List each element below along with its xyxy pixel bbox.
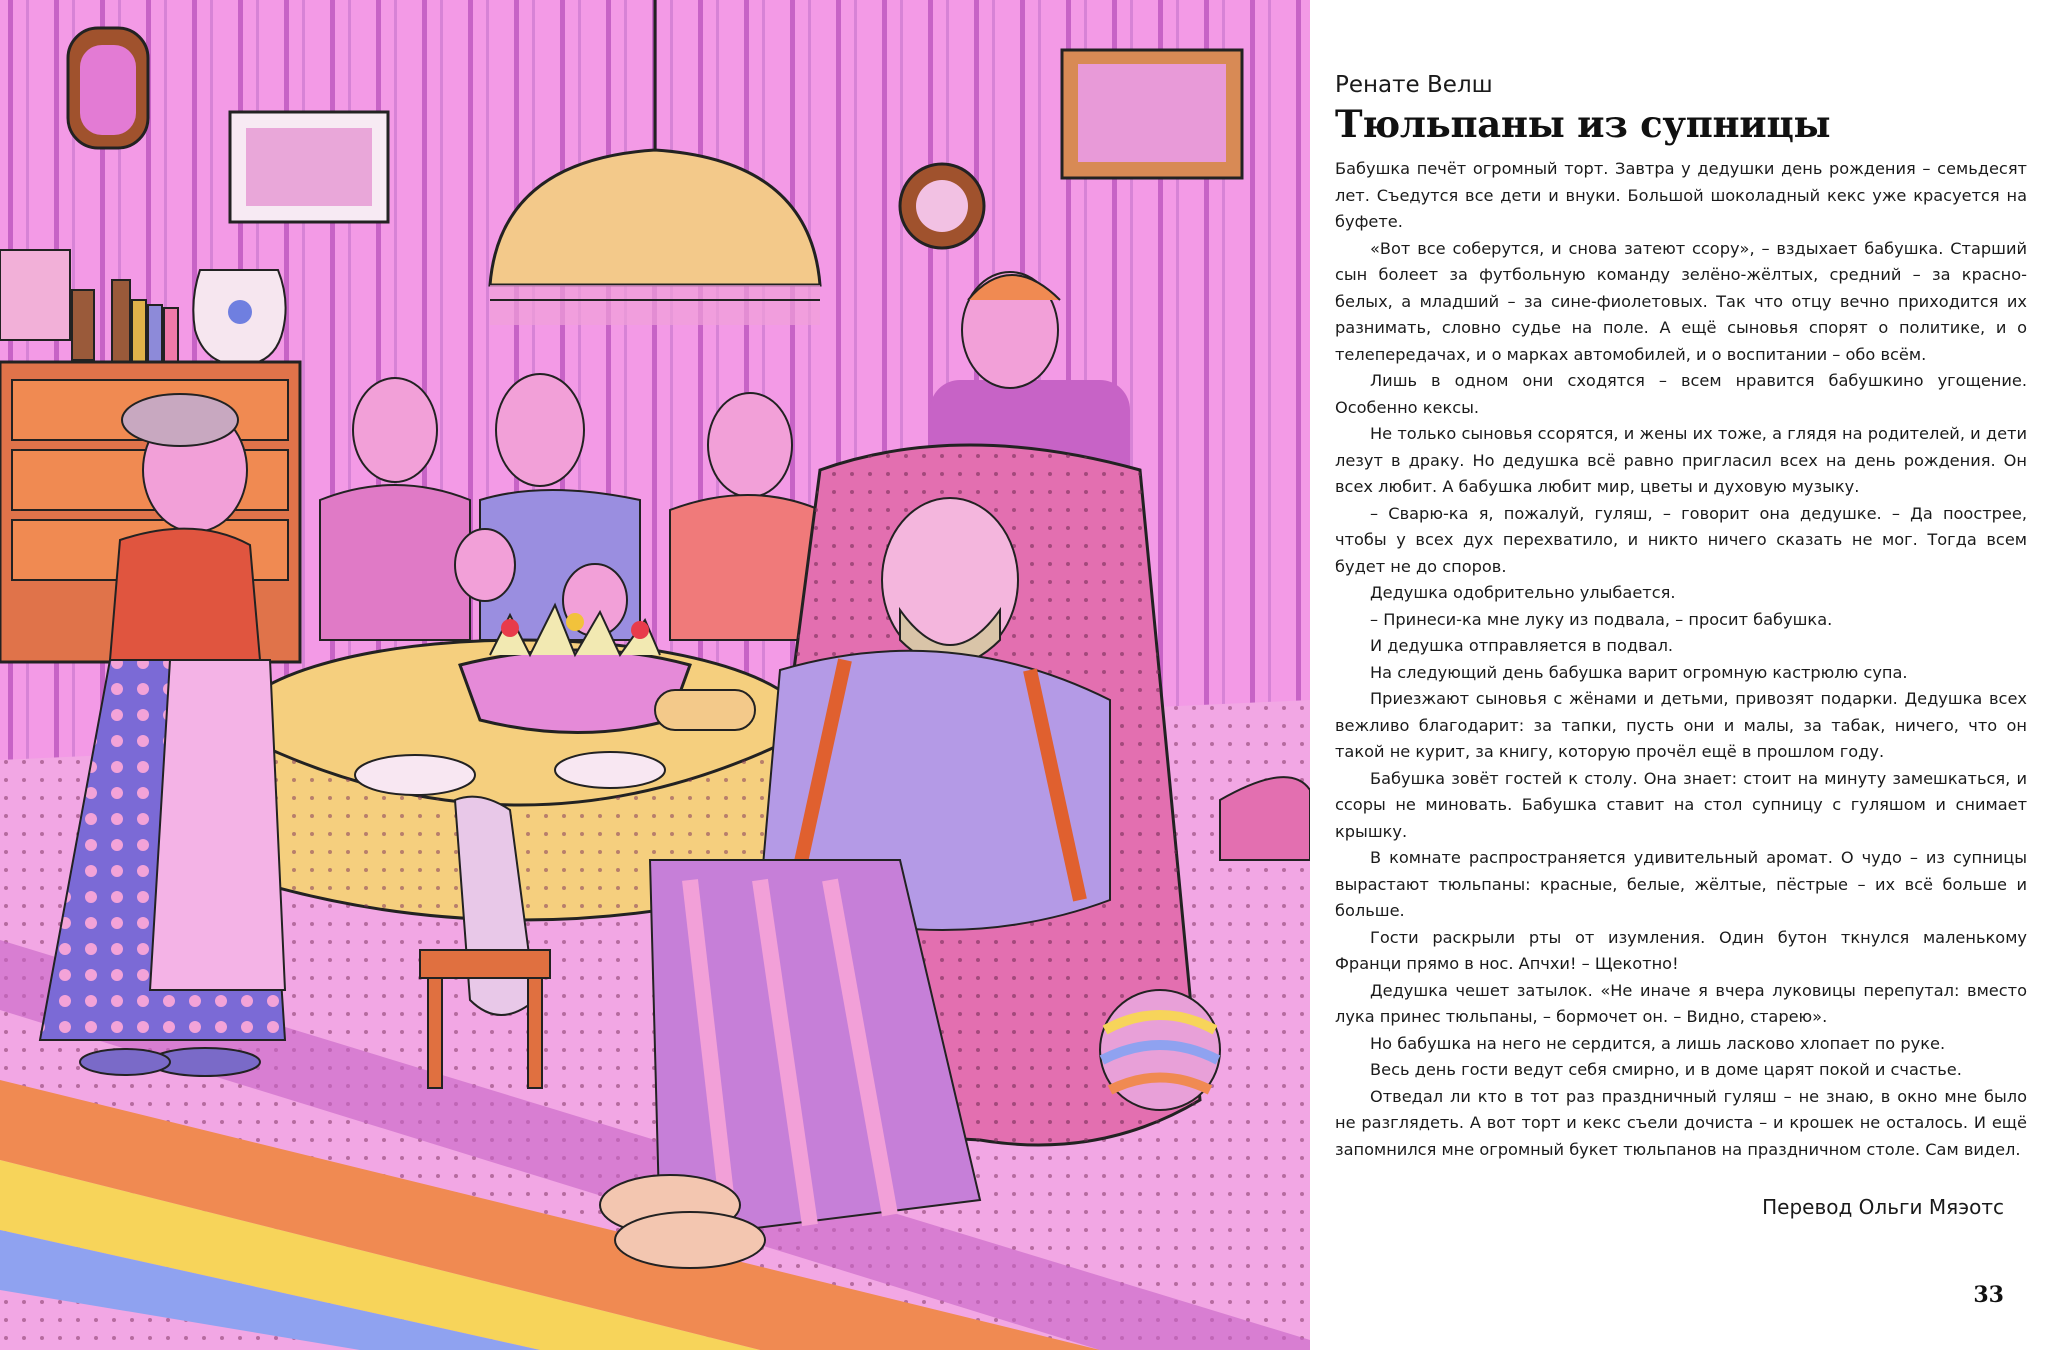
story-paragraph: Весь день гости ведут себя смирно, и в доме царят покой и счастье. (1370, 1060, 1962, 1079)
story-paragraph: Но бабушка на него не сердится, а лишь ласково хлопает по руке. (1370, 1033, 1946, 1053)
story-paragraph: Бабушка печёт огромный торт. Завтра у дедушки день рождения – семьдесят лет. Съедутся все дети и внуки. Большой шоколадный кекс уже красуется на буфете. (1335, 159, 2027, 231)
text-page (1310, 0, 2048, 1350)
story-paragraph: Гости раскрыли рты от изумления. Один бутон ткнулся маленькому Франци прямо в нос. Апчхи! – Щекотно! (1335, 927, 2027, 973)
page-number: 33 (1973, 1282, 2004, 1308)
story-paragraph: Приезжают сыновья с жёнами и детьми, привозят подарки. Дедушка всех вежливо благодарит: за тапки, пусть они и малы, за табак, ничего, что он такой не курит, за книгу, которую прочёл ещё в прошлом году. (1335, 689, 2027, 761)
story-paragraph: На следующий день бабушка варит огромную кастрюлю супа. (1370, 662, 1908, 682)
story-paragraph: Дедушка чешет затылок. «Не иначе я вчера луковицы перепутал: вместо лука принес тюльпаны, – бормочет он. – Видно, старею». (1335, 980, 2027, 1026)
story-paragraph: «Вот все соберутся, и снова затеют ссору», – вздыхает бабушка. Старший сын болеет за футбольную команду зелёно-жёлтых, средний – за красно-белых, а младший – за сине-фиолетовых. Так что отцу вечно приходится их разнимать, словно судье на поле. А ещё сыновья спорят о политике, и о телепередачах, и о марках автомобилей, и о воспитании – обо всём. (1335, 238, 2027, 364)
translator-credit: Перевод Ольги Мяэотс (1762, 1195, 2004, 1219)
story-paragraph: Дедушка одобрительно улыбается. (1370, 583, 1676, 602)
story-body (1335, 156, 2027, 1163)
story-paragraph: Бабушка зовёт гостей к столу. Она знает: стоит на минуту замешкаться, и ссоры не миновать. Бабушка ставит на стол супницу с гуляшом и снимает крышку. (1335, 768, 2027, 841)
story-paragraph: – Сварю-ка я, пожалуй, гуляш, – говорит она дедушке. – Да поострее, чтобы у всех дух перехватило, и никто ничего сказать не мог. Тогда всем будет не до споров. (1335, 503, 2027, 576)
story-title: Тюльпаны из супницы (1335, 102, 1831, 146)
story-paragraph: И дедушка отправляется в подвал. (1370, 636, 1674, 655)
story-paragraph: Не только сыновья ссорятся, и жены их тоже, а глядя на родителей, и дети лезут в драку. Но дедушка всё равно пригласил всех на день рождения. Он всех любит. А бабушка любит мир, цветы и духовую музыку. (1335, 424, 2027, 496)
story-paragraph: Отведал ли кто в тот раз праздничный гуляш – не знаю, в окно мне было не разглядеть. А вот торт и кекс съели дочиста – и крошек не осталось. И ещё запомнился мне огромный букет тюльпанов на праздничном столе. Сам видел. (1335, 1086, 2027, 1159)
story-paragraph: – Принеси-ка мне луку из подвала, – просит бабушка. (1370, 609, 1833, 629)
story-paragraph: Лишь в одном они сходятся – всем нравится бабушкино угощение. Особенно кексы. (1335, 371, 2027, 417)
story-paragraph: В комнате распространяется удивительный аромат. О чудо – из супницы вырастают тюльпаны: красные, белые, жёлтые, пёстрые – их всё больше и больше. (1335, 848, 2027, 920)
author-name: Ренате Велш (1335, 72, 1493, 98)
